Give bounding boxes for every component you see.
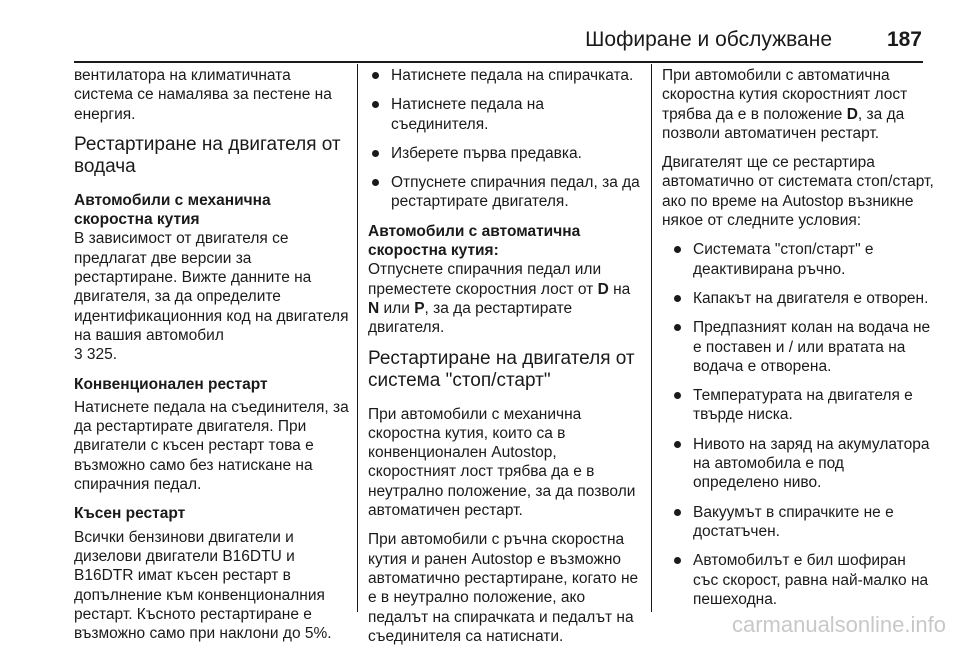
restart-conditions-list (662, 240, 934, 609)
intro-paragraph: вентилатора на климатичната система се намалява за пестене на енергия. (74, 67, 332, 123)
subheading-late-restart: Късен рестарт (74, 505, 186, 523)
automatic-restart-paragraph: При автомобили с автоматична скоростна кутия скоростният лост трябва да е в положение D, за да позволи автоматичен рестарт. (662, 67, 908, 142)
page-number: 187 (886, 28, 922, 51)
bullet-icon (674, 441, 681, 448)
list-item: Температурата на двигателя е твърде ниска. (670, 386, 934, 425)
list-item: Натиснете педала на съединителя. (368, 95, 643, 134)
list-item: Системата "стоп/старт" е деактивирана ръчно. (670, 240, 934, 279)
list-item: Автомобилът е бил шофиран със скорост, равна най-малко на пешеходна. (670, 551, 934, 609)
page-reference-link[interactable]: 3 325. (74, 346, 118, 364)
column-divider-2 (651, 64, 652, 612)
column-3 (662, 66, 934, 619)
bullet-icon (674, 324, 681, 331)
system-late-paragraph: При автомобили с ръчна скоростна кутия и ранен Autostop е възможно автоматично рестартиране, когато не е в неутрално положение, ако педалът на спирачката и педалът на съединителя са натиснати. (368, 531, 639, 645)
bullet-icon (372, 179, 379, 186)
late-restart-paragraph: Всички бензинови двигатели и дизелови двигатели B16DTU и B16DTR имат късен рестарт в допълнение към конвенционалния рестарт. Късното рестартиране е възможно само при наклони до 5%. (74, 528, 332, 643)
column-2 (368, 66, 643, 656)
conventional-restart-paragraph: Натиснете педала на съединителя, за да рестартирате двигателя. При двигатели с късен рестарт това е възможно само без натискане на спирачния педал. (74, 398, 349, 494)
bullet-icon (372, 150, 379, 157)
subheading-automatic-gearbox: Автомобили с автоматична скоростна кутия: (368, 222, 581, 260)
list-item: Отпуснете спирачния педал, за да рестартирате двигателя. (368, 173, 643, 212)
column-1 (74, 66, 349, 653)
section-heading-system-restart: Рестартиране на двигателя от система "стоп/старт" (368, 347, 635, 392)
manual-gearbox-paragraph (74, 229, 349, 364)
bullet-icon (674, 295, 681, 302)
bullet-icon (674, 246, 681, 253)
bullet-icon (372, 101, 379, 108)
restart-steps-list (368, 66, 643, 212)
section-heading-driver-restart: Рестартиране на двигателя от водача (74, 133, 341, 178)
watermark: carmanualsonline.info (731, 612, 946, 637)
bullet-icon (674, 392, 681, 399)
bullet-icon (372, 72, 379, 79)
list-item: Предпазният колан на водача не е поставен и / или вратата на водача е отворена. (670, 318, 934, 376)
manual-gearbox-text: В зависимост от двигателя се предлагат две версии за рестартиране. Вижте данните на двигателя, за да определите идентификационния код на двигателя на вашия автомобил (74, 230, 349, 344)
automatic-gearbox-paragraph: Отпуснете спирачния педал или преместете скоростния лост от D на N или P, за да рестартирате двигателя. (368, 261, 631, 337)
list-item: Нивото на заряд на акумулатора на автомобила е под определено ниво. (670, 435, 934, 493)
system-manual-paragraph: При автомобили с механична скоростна кутия, които са в конвенционален Autostop, скоростният лост трябва да е в неутрално положение, за да позволи автоматичен рестарт. (368, 405, 636, 520)
subheading-manual-gearbox: Автомобили с механична скоростна кутия (74, 191, 271, 229)
list-item: Натиснете педала на спирачката. (368, 66, 643, 85)
subheading-conventional-restart: Конвенционален рестарт (74, 375, 268, 393)
header-rule (74, 61, 923, 63)
page-header-title: Шофиране и обслужване (585, 28, 832, 51)
column-divider-1 (357, 64, 358, 612)
bullet-icon (674, 557, 681, 564)
bullet-icon (674, 509, 681, 516)
list-item: Изберете първа предавка. (368, 144, 643, 163)
conditions-intro-paragraph: Двигателят ще се рестартира автоматично от системата стоп/старт, ако по време на Autostop възникне някое от следните условия: (662, 154, 934, 230)
list-item: Капакът на двигателя е отворен. (670, 289, 934, 308)
list-item: Вакуумът в спирачките не е достатъчен. (670, 503, 934, 542)
